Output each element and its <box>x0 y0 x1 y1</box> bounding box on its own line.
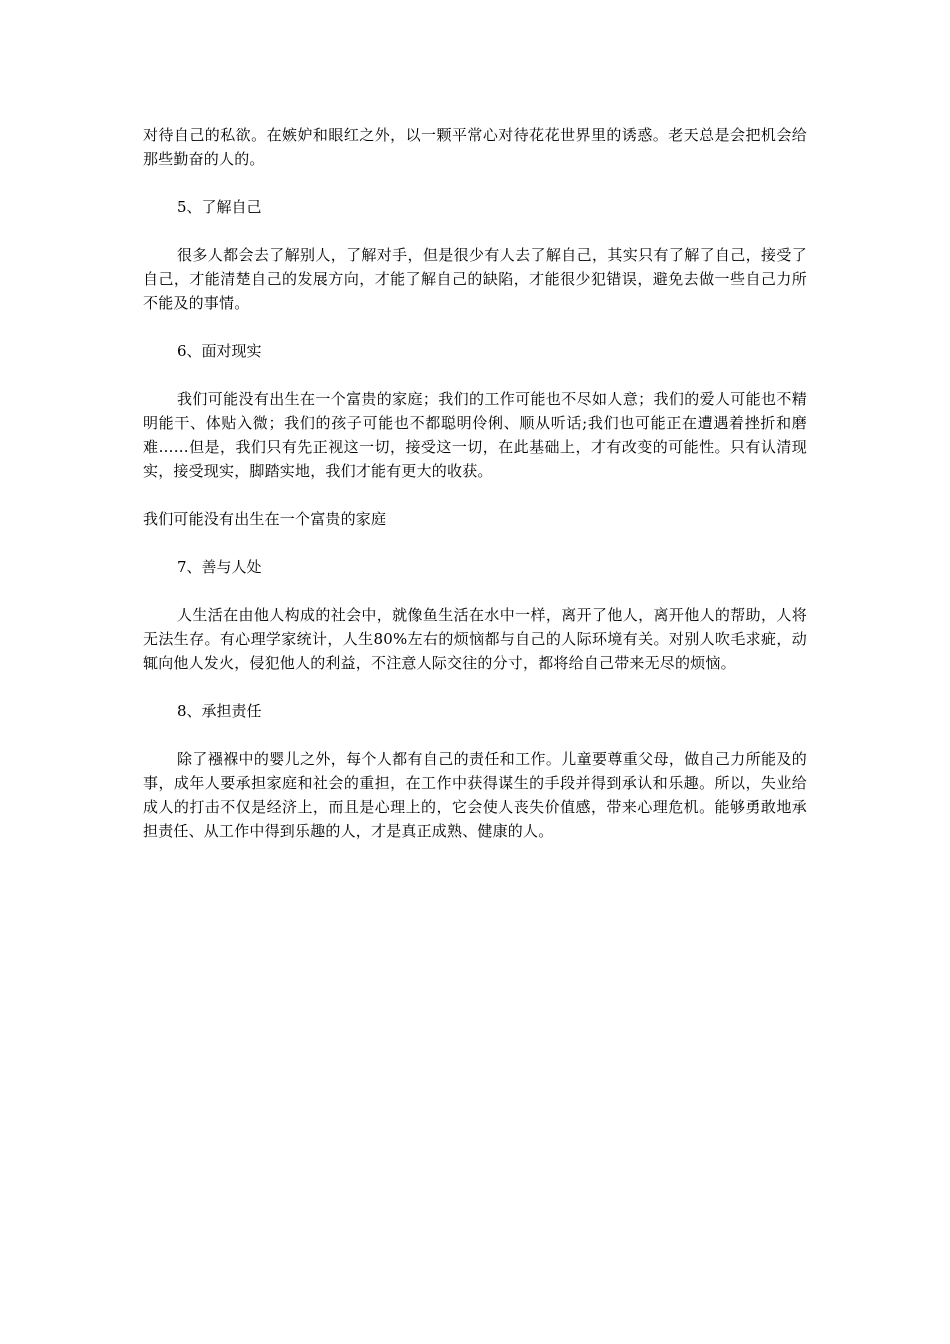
section-8-heading: 8、承担责任 <box>177 702 262 720</box>
intro-paragraph: 对待自己的私欲。在嫉妒和眼红之外，以一颗平常心对待花花世界里的诱惑。老天总是会把机会给那些勤奋的人的。 <box>143 126 807 168</box>
section-6-heading: 6、面对现实 <box>177 342 262 360</box>
section-5-paragraph: 很多人都会去了解别人，了解对手，但是很少有人去了解自己，其实只有了解了自己，接受了自己，才能清楚自己的发展方向，才能了解自己的缺陷，才能很少犯错误，避免去做一些自己力所不能及的事情。 <box>143 246 807 312</box>
spacer <box>143 531 807 555</box>
section-5-heading: 5、了解自己 <box>177 198 262 216</box>
section-8-paragraph: 除了襁褓中的婴儿之外，每个人都有自己的责任和工作。儿童要尊重父母，做自己力所能及的事，成年人要承担家庭和社会的重担，在工作中获得谋生的手段并得到承认和乐趣。所以，失业给成人的打击不仅是经济上，而且是心理上的，它会使人丧失价值感，带来心理危机。能够勇敢地承担责任、从工作中得到乐趣的人，才是真正成熟、健康的人。 <box>143 750 807 840</box>
section-6-paragraph: 我们可能没有出生在一个富贵的家庭；我们的工作可能也不尽如人意；我们的爱人可能也不精明能干、体贴入微；我们的孩子可能也不都聪明伶俐、顺从听话;我们也可能正在遭遇着挫折和磨难……但是，我们只有先正视这一切，接受这一切，在此基础上，才有改变的可能性。只有认清现实，接受现实，脚踏实地，我们才能有更大的收获。 <box>143 390 807 480</box>
spacer <box>143 315 807 339</box>
note-line: 我们可能没有出生在一个富贵的家庭 <box>143 510 387 528</box>
spacer <box>143 171 807 195</box>
spacer <box>143 219 807 243</box>
spacer <box>143 723 807 747</box>
spacer <box>143 579 807 603</box>
spacer <box>143 363 807 387</box>
section-7-heading: 7、善与人处 <box>177 558 262 576</box>
section-7-paragraph: 人生活在由他人构成的社会中，就像鱼生活在水中一样，离开了他人，离开他人的帮助，人将无法生存。有心理学家统计，人生80%左右的烦恼都与自己的人际环境有关。对别人吹毛求疵，动辄向他人发火，侵犯他人的利益，不注意人际交往的分寸，都将给自己带来无尽的烦恼。 <box>143 606 807 672</box>
spacer <box>143 483 807 507</box>
document-page <box>143 123 807 843</box>
spacer <box>143 675 807 699</box>
